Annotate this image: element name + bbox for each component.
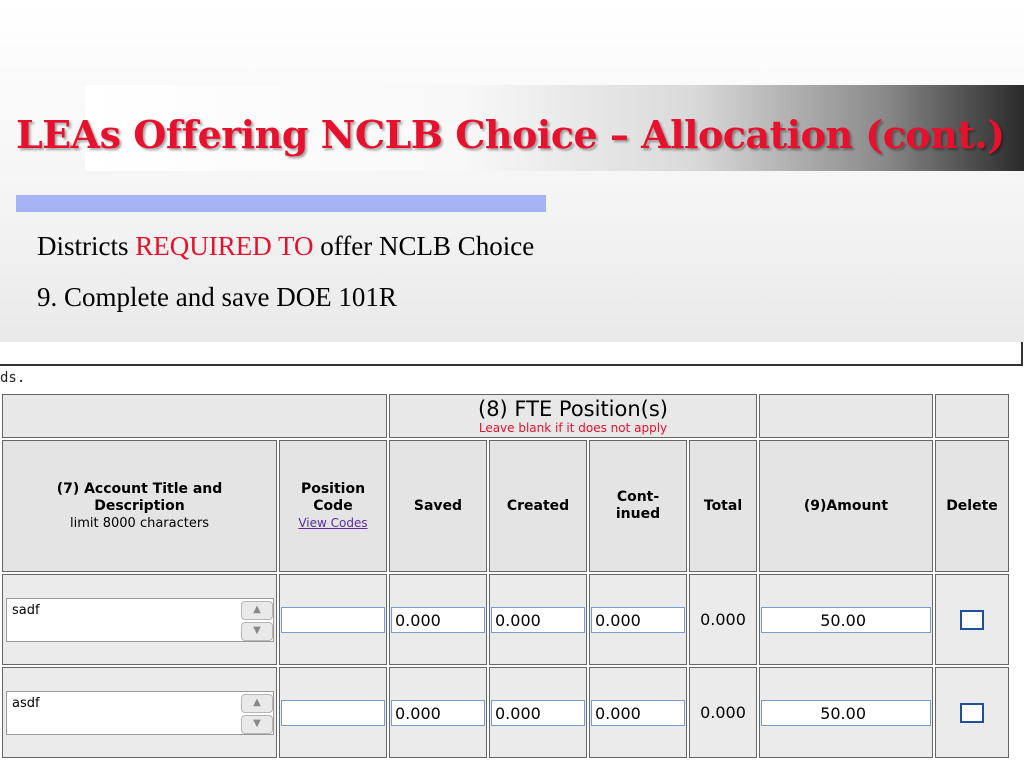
form-screenshot [0, 342, 1024, 768]
created-cell [489, 574, 587, 665]
chevron-up-icon[interactable]: ▲ [241, 694, 273, 713]
position-code-input[interactable] [281, 607, 385, 633]
slide-title: LEAs Offering NCLB Choice – Allocation (cont.) [16, 112, 1005, 157]
group-header-blank [2, 394, 387, 438]
delete-checkbox[interactable] [960, 610, 984, 630]
column-header-row [2, 440, 1009, 572]
continued-input[interactable]: 0.000 [591, 700, 685, 726]
col-account-title [2, 440, 277, 572]
allocation-table [0, 392, 1011, 760]
saved-input[interactable]: 0.000 [391, 607, 485, 633]
col-delete: Delete [935, 440, 1009, 572]
col-saved: Saved [389, 440, 487, 572]
chevron-down-icon[interactable]: ▼ [241, 715, 273, 734]
total-value: 0.000 [689, 574, 757, 665]
amount-cell [759, 667, 933, 758]
col-created: Created [489, 440, 587, 572]
col-total: Total [689, 440, 757, 572]
fte-group-title: (8) FTE Position(s) [478, 397, 668, 421]
fte-group-note: Leave blank if it does not apply [478, 421, 668, 435]
created-cell [489, 667, 587, 758]
col-account-limit: limit 8000 characters [70, 515, 209, 531]
saved-input[interactable]: 0.000 [391, 700, 485, 726]
bullet-line-1 [37, 231, 534, 262]
continued-input[interactable]: 0.000 [591, 607, 685, 633]
continued-cell [589, 574, 687, 665]
created-input[interactable]: 0.000 [491, 607, 585, 633]
table-row [2, 574, 1009, 665]
textarea-scrollbar[interactable] [241, 601, 271, 639]
col-amount: (9)Amount [759, 440, 933, 572]
delete-checkbox[interactable] [960, 703, 984, 723]
view-codes-link[interactable]: View Codes [298, 515, 368, 530]
chevron-down-icon[interactable]: ▼ [241, 622, 273, 641]
col-account-title-label: (7) Account Title and Description [56, 480, 223, 514]
bullet-line-2: 9. Complete and save DOE 101R [37, 282, 397, 312]
description-textarea[interactable] [6, 598, 274, 642]
textarea-scrollbar[interactable] [241, 694, 271, 732]
description-cell [2, 667, 277, 758]
description-value: asdf [12, 695, 40, 711]
description-cell [2, 574, 277, 665]
delete-cell [935, 574, 1009, 665]
form-top-bar [0, 342, 1023, 366]
title-rule [16, 195, 546, 212]
fte-group-header [389, 394, 757, 438]
total-value: 0.000 [689, 667, 757, 758]
delete-cell [935, 667, 1009, 758]
truncated-text: ds. [0, 370, 26, 386]
saved-cell [389, 574, 487, 665]
description-textarea[interactable] [6, 691, 274, 735]
amount-cell [759, 574, 933, 665]
position-code-cell [279, 574, 387, 665]
group-header-row [2, 394, 1009, 438]
amount-input[interactable]: 50.00 [761, 607, 931, 633]
continued-cell [589, 667, 687, 758]
chevron-up-icon[interactable]: ▲ [241, 601, 273, 620]
group-header-blank-2 [759, 394, 933, 438]
description-value: sadf [12, 602, 40, 618]
position-code-input[interactable] [281, 700, 385, 726]
saved-cell [389, 667, 487, 758]
amount-input[interactable]: 50.00 [761, 700, 931, 726]
col-position-code [279, 440, 387, 572]
line1-highlight: REQUIRED TO [135, 231, 314, 261]
table-row [2, 667, 1009, 758]
line1-suffix: offer NCLB Choice [313, 231, 535, 261]
position-code-cell [279, 667, 387, 758]
created-input[interactable]: 0.000 [491, 700, 585, 726]
group-header-blank-3 [935, 394, 1009, 438]
line1-prefix: Districts [37, 231, 136, 261]
col-continued: Cont-inued [589, 440, 687, 572]
col-position-code-label: Position Code [300, 480, 366, 514]
